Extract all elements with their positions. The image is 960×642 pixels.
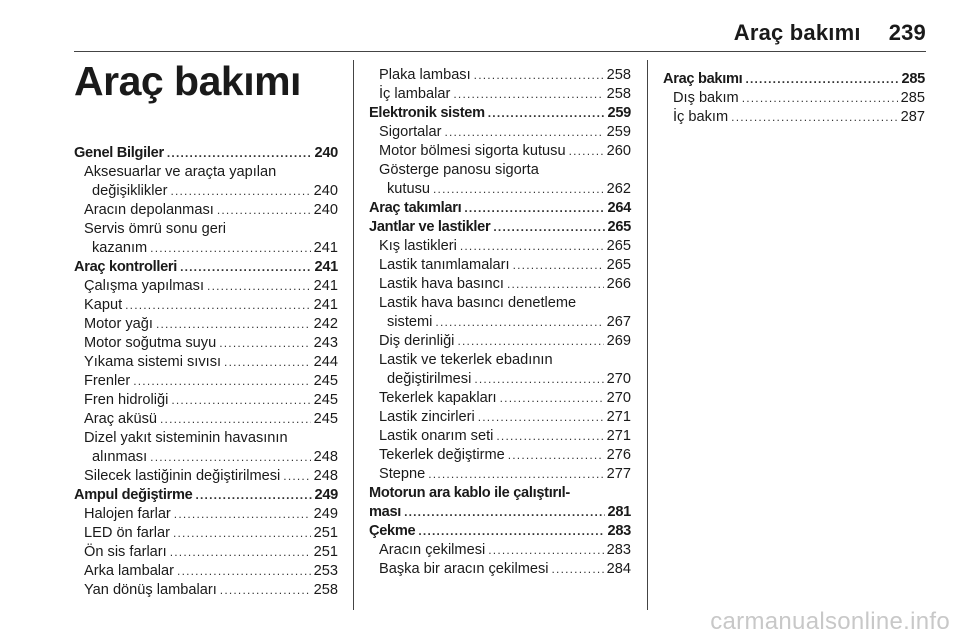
- column-divider: [647, 60, 648, 610]
- toc-page-number: 258: [313, 582, 338, 598]
- dot-leader: [219, 334, 310, 353]
- toc-entry[interactable]: [369, 180, 631, 199]
- toc-entry-title: Lastik hava basıncı: [379, 276, 504, 292]
- toc-entry[interactable]: [369, 408, 631, 427]
- toc-page-number: 240: [313, 183, 338, 199]
- toc-section-entry[interactable]: [369, 522, 631, 541]
- toc-entry[interactable]: [663, 108, 925, 127]
- toc-entry-title: Dış bakım: [673, 90, 739, 106]
- toc-entry[interactable]: [369, 66, 631, 85]
- toc-entry-title: Genel Bilgiler: [74, 145, 164, 161]
- toc-entry-text: Servis ömrü sonu geri: [84, 221, 226, 237]
- toc-page-number: 249: [314, 487, 338, 503]
- toc-section-entry[interactable]: [369, 218, 631, 237]
- toc-entry-text: Motorun ara kablo ile çalıştırıl-: [369, 485, 570, 501]
- toc-column-3: [663, 70, 925, 127]
- column-divider: [353, 60, 354, 610]
- dot-leader: [500, 389, 604, 408]
- toc-entry[interactable]: [369, 275, 631, 294]
- dot-leader: [464, 199, 604, 218]
- toc-entry-title: kutusu: [387, 181, 430, 197]
- toc-entry[interactable]: [74, 182, 338, 201]
- toc-page-number: 245: [313, 411, 338, 427]
- dot-leader: [513, 256, 604, 275]
- toc-entry[interactable]: [369, 370, 631, 389]
- toc-entry-text: Dizel yakıt sisteminin havasının: [84, 430, 288, 446]
- toc-entry[interactable]: [369, 142, 631, 161]
- toc-entry[interactable]: [369, 560, 631, 579]
- toc-section-entry[interactable]: [663, 70, 925, 89]
- toc-page-number: 265: [606, 238, 631, 254]
- toc-section-entry[interactable]: [369, 503, 631, 522]
- toc-page-number: 259: [606, 124, 631, 140]
- toc-page-number: 240: [314, 145, 338, 161]
- toc-column-2: [369, 66, 631, 579]
- toc-entry[interactable]: [369, 313, 631, 332]
- toc-entry-title: Motor yağı: [84, 316, 153, 332]
- toc-page-number: 281: [607, 504, 631, 520]
- toc-entry-title: Lastik onarım seti: [379, 428, 494, 444]
- toc-entry[interactable]: [74, 296, 338, 315]
- toc-entry-title: Yan dönüş lambaları: [84, 582, 217, 598]
- toc-entry-title: Fren hidroliği: [84, 392, 169, 408]
- toc-entry[interactable]: [369, 332, 631, 351]
- header-rule: [74, 51, 926, 52]
- toc-entry-title: Jantlar ve lastikler: [369, 219, 491, 235]
- toc-page-number: 287: [900, 109, 925, 125]
- toc-entry-title: Motor bölmesi sigorta kutusu: [379, 143, 566, 159]
- toc-entry-title: Aracın depolanması: [84, 202, 214, 218]
- dot-leader: [150, 448, 310, 467]
- toc-entry-title: Aracın çekilmesi: [379, 542, 486, 558]
- toc-entry[interactable]: [74, 353, 338, 372]
- toc-entry-title: Arka lambalar: [84, 563, 175, 579]
- toc-entry-text: Lastik hava basıncı denetleme: [379, 295, 577, 311]
- toc-page-number: 258: [606, 67, 631, 83]
- toc-page-number: 265: [606, 257, 631, 273]
- toc-entry[interactable]: [369, 85, 631, 104]
- watermark: carmanualsonline.info: [710, 608, 950, 635]
- dot-leader: [435, 313, 603, 332]
- toc-page-number: 285: [900, 90, 925, 106]
- toc-section-entry[interactable]: [74, 144, 338, 163]
- toc-page-number: 259: [607, 105, 631, 121]
- toc-page-number: 260: [606, 143, 631, 159]
- toc-page-number: 248: [313, 449, 338, 465]
- toc-entry[interactable]: [74, 543, 338, 562]
- toc-page-number: 245: [313, 373, 338, 389]
- page-number: 239: [888, 20, 926, 45]
- toc-page-number: 269: [606, 333, 631, 349]
- toc-section-entry[interactable]: [369, 104, 631, 123]
- toc-entry-title: Ampul değiştirme: [74, 487, 193, 503]
- toc-entry-title: Çekme: [369, 523, 416, 539]
- toc-page-number: 241: [313, 297, 338, 313]
- toc-page-number: 264: [607, 200, 631, 216]
- dot-leader: [207, 277, 311, 296]
- toc-entry-title: değişiklikler: [92, 183, 168, 199]
- dot-leader: [507, 275, 604, 294]
- toc-entry[interactable]: [74, 448, 338, 467]
- dot-leader: [133, 372, 310, 391]
- dot-leader: [552, 560, 604, 579]
- dot-leader: [177, 562, 311, 581]
- running-header: [734, 20, 926, 46]
- dot-leader: [488, 541, 603, 560]
- dot-leader: [224, 353, 311, 372]
- toc-page-number: 270: [606, 371, 631, 387]
- toc-entry[interactable]: [369, 541, 631, 560]
- toc-entry-title: Araç kontrolleri: [74, 259, 178, 275]
- dot-leader: [742, 89, 898, 108]
- toc-page-number: 251: [313, 525, 338, 541]
- toc-entry-title: Yıkama sistemi sıvısı: [84, 354, 222, 370]
- toc-page-number: 283: [606, 542, 631, 558]
- page-title: Araç bakımı: [74, 58, 301, 104]
- dot-leader: [125, 296, 311, 315]
- toc-entry[interactable]: [369, 256, 631, 275]
- toc-page-number: 240: [313, 202, 338, 218]
- dot-leader: [220, 581, 311, 600]
- dot-leader: [167, 144, 312, 163]
- toc-page-number: 262: [606, 181, 631, 197]
- running-header-section: Araç bakımı: [733, 20, 861, 45]
- toc-section-entry[interactable]: [74, 258, 338, 277]
- toc-entry-title: Kış lastikleri: [379, 238, 457, 254]
- dot-leader: [569, 142, 604, 161]
- dot-leader: [488, 104, 605, 123]
- toc-entry-title: Çalışma yapılması: [84, 278, 205, 294]
- toc-section-entry[interactable]: [74, 486, 338, 505]
- toc-entry[interactable]: [369, 465, 631, 484]
- toc-entry-title: Araç takımları: [369, 200, 462, 216]
- toc-page-number: 241: [314, 259, 338, 275]
- toc-page-number: 283: [607, 523, 631, 539]
- toc-entry-title: sistemi: [387, 314, 433, 330]
- dot-leader: [195, 486, 311, 505]
- toc-entry-title: ması: [369, 504, 402, 520]
- dot-leader: [173, 524, 311, 543]
- toc-entry[interactable]: [74, 581, 338, 600]
- toc-page-number: 242: [313, 316, 338, 332]
- toc-page-number: 285: [901, 71, 925, 87]
- toc-entry-title: Araç aküsü: [84, 411, 158, 427]
- toc-entry[interactable]: [369, 389, 631, 408]
- toc-entry[interactable]: [74, 410, 338, 429]
- dot-leader: [160, 410, 311, 429]
- toc-entry[interactable]: [74, 239, 338, 258]
- dot-leader: [283, 467, 310, 486]
- toc-entry[interactable]: [369, 237, 631, 256]
- dot-leader: [460, 237, 604, 256]
- dot-leader: [493, 218, 604, 237]
- dot-leader: [180, 258, 311, 277]
- dot-leader: [457, 332, 603, 351]
- toc-entry-title: Lastik tanımlamaları: [379, 257, 510, 273]
- toc-entry-title: Kaput: [84, 297, 123, 313]
- toc-entry-title: Plaka lambası: [379, 67, 471, 83]
- dot-leader: [474, 370, 603, 389]
- dot-leader: [428, 465, 603, 484]
- dot-leader: [171, 391, 310, 410]
- toc-entry-title: Ön sis farları: [84, 544, 167, 560]
- toc-entry-title: Motor soğutma suyu: [84, 335, 217, 351]
- dot-leader: [170, 182, 310, 201]
- toc-entry-title: Lastik zincirleri: [379, 409, 475, 425]
- dot-leader: [418, 522, 604, 541]
- toc-page-number: 277: [606, 466, 631, 482]
- toc-entry-title: LED ön farlar: [84, 525, 170, 541]
- dot-leader: [508, 446, 604, 465]
- toc-page-number: 270: [606, 390, 631, 406]
- toc-page-number: 267: [606, 314, 631, 330]
- toc-entry[interactable]: [369, 123, 631, 142]
- dot-leader: [174, 505, 311, 524]
- toc-section-entry[interactable]: [369, 199, 631, 218]
- toc-entry-title: Diş derinliği: [379, 333, 455, 349]
- toc-page-number: 266: [606, 276, 631, 292]
- toc-entry-title: kazanım: [92, 240, 148, 256]
- dot-leader: [433, 180, 604, 199]
- dot-leader: [453, 85, 603, 104]
- toc-entry[interactable]: [74, 562, 338, 581]
- toc-entry[interactable]: [369, 446, 631, 465]
- dot-leader: [170, 543, 311, 562]
- toc-entry-title: Halojen farlar: [84, 506, 171, 522]
- toc-entry[interactable]: [74, 372, 338, 391]
- toc-entry-title: Tekerlek değiştirme: [379, 447, 505, 463]
- dot-leader: [404, 503, 604, 522]
- toc-entry-title: İç bakım: [673, 109, 729, 125]
- toc-entry[interactable]: [74, 334, 338, 353]
- toc-entry[interactable]: [663, 89, 925, 108]
- toc-entry[interactable]: [369, 427, 631, 446]
- toc-entry[interactable]: [74, 277, 338, 296]
- toc-page-number: 271: [606, 428, 631, 444]
- toc-entry[interactable]: [74, 467, 338, 486]
- dot-leader: [745, 70, 898, 89]
- toc-entry-title: Stepne: [379, 466, 426, 482]
- toc-column-1: [74, 144, 338, 600]
- toc-entry[interactable]: [74, 315, 338, 334]
- toc-entry-title: değiştirilmesi: [387, 371, 472, 387]
- toc-page-number: 241: [313, 240, 338, 256]
- toc-page-number: 243: [313, 335, 338, 351]
- toc-page-number: 251: [313, 544, 338, 560]
- toc-page-number: 276: [606, 447, 631, 463]
- toc-entry-title: Silecek lastiğinin değiştirilmesi: [84, 468, 281, 484]
- toc-page-number: 253: [313, 563, 338, 579]
- toc-entry[interactable]: [74, 201, 338, 220]
- toc-entry-title: Sigortalar: [379, 124, 442, 140]
- toc-entry-text: Aksesuarlar ve araçta yapılan: [84, 164, 277, 180]
- toc-page-number: 241: [313, 278, 338, 294]
- toc-entry-title: Frenler: [84, 373, 131, 389]
- toc-page-number: 258: [606, 86, 631, 102]
- toc-page-number: 245: [313, 392, 338, 408]
- toc-page-number: 249: [313, 506, 338, 522]
- toc-page-number: 271: [606, 409, 631, 425]
- toc-entry-text: Gösterge panosu sigorta: [379, 162, 539, 178]
- toc-page-number: 244: [313, 354, 338, 370]
- toc-entry-title: İç lambalar: [379, 86, 451, 102]
- dot-leader: [731, 108, 897, 127]
- toc-page-number: 284: [606, 561, 631, 577]
- toc-entry-title: Araç bakımı: [663, 71, 743, 87]
- dot-leader: [150, 239, 310, 258]
- toc-entry-title: Başka bir aracın çekilmesi: [379, 561, 549, 577]
- dot-leader: [156, 315, 311, 334]
- toc-entry[interactable]: [74, 391, 338, 410]
- toc-entry-title: Elektronik sistem: [369, 105, 485, 121]
- toc-entry[interactable]: [74, 524, 338, 543]
- toc-entry-title: Tekerlek kapakları: [379, 390, 497, 406]
- toc-page-number: 248: [313, 468, 338, 484]
- toc-entry-title: alınması: [92, 449, 148, 465]
- toc-entry-text: Lastik ve tekerlek ebadının: [379, 352, 553, 368]
- dot-leader: [496, 427, 603, 446]
- toc-entry[interactable]: [74, 505, 338, 524]
- dot-leader: [474, 66, 604, 85]
- toc-page-number: 265: [607, 219, 631, 235]
- dot-leader: [478, 408, 604, 427]
- dot-leader: [444, 123, 603, 142]
- dot-leader: [217, 201, 311, 220]
